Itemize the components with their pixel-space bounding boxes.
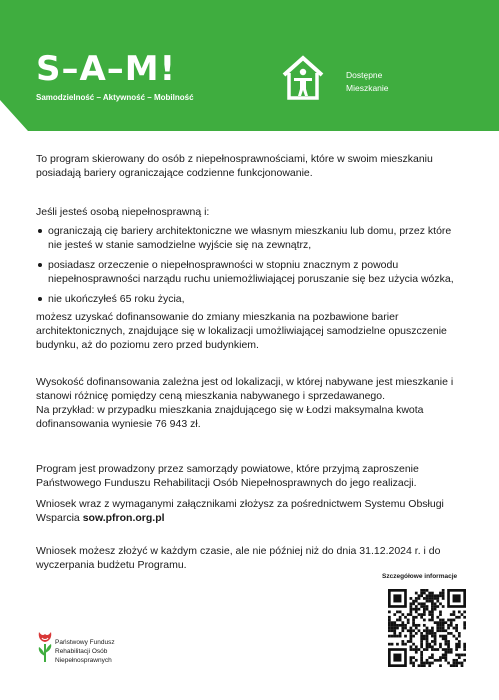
program-subtitle-line1: Dostępne bbox=[346, 70, 383, 80]
pfron-name-line2: Rehabilitacji Osób bbox=[55, 648, 108, 655]
funding-section bbox=[36, 375, 466, 431]
program-subtitle bbox=[346, 69, 389, 95]
program-section bbox=[36, 462, 466, 525]
program-tagline: Samodzielność – Aktywność – Mobilność bbox=[36, 93, 194, 102]
program-subtitle-line2: Mieszkanie bbox=[346, 83, 389, 93]
eligibility-lead: Jeśli jesteś osobą niepełnosprawną i: bbox=[36, 206, 210, 218]
funding-example: Na przykład: w przypadku mieszkania znajdującego się w Łodzi maksymalna kwota dofinansowania wyniesie 76 943 zł. bbox=[36, 404, 424, 430]
pfron-flower-icon bbox=[34, 629, 56, 663]
list-item: posiadasz orzeczenie o niepełnosprawności w stopniu znacznym z powodu niepełnosprawności narządu ruchu uniemożliwiającej poruszanie się bez użycia wózka, bbox=[36, 258, 466, 286]
deadline-paragraph: Wniosek możesz złożyć w każdym czasie, ale nie później niż do dnia 31.12.2024 r. i do wyczerpania budżetu Programu. bbox=[36, 545, 441, 571]
pfron-name-line3: Niepełnosprawnych bbox=[55, 657, 112, 664]
list-item: ograniczają cię bariery architektoniczne we własnym mieszkaniu lub domu, przez które nie jesteś w stanie samodzielne wyjście się na zewnątrz, bbox=[36, 224, 466, 252]
program-text: Program jest prowadzony przez samorządy powiatowe, które przyjmą zaproszenie Państwowego Funduszu Rehabilitacji Osób Niepełnosprawnych do jego realizacji. bbox=[36, 463, 419, 489]
eligibility-conclusion: możesz uzyskać dofinansowanie do zmiany mieszkania na pozbawione barier architektonicznych, znajdujące się w lokalizacji umożliwiającej samodzielne opuszczenie budynku, aż do poziomu zero przed budynkiem. bbox=[36, 311, 447, 351]
details-label: Szczegółowe informacje bbox=[382, 573, 458, 580]
application-description: Wniosek wraz z wymaganymi załącznikami złożysz za pośrednictwem Systemu Obsługi Wsparcia bbox=[36, 498, 444, 524]
funding-text: Wysokość dofinansowania zależna jest od lokalizacji, w której nabywane jest mieszkanie i stanowi różnicę pomiędzy ceną mieszkania nabywanego i sprzedawanego. bbox=[36, 376, 454, 402]
accessible-home-icon bbox=[281, 55, 325, 101]
pfron-name-line1: Państwowy Fundusz bbox=[55, 639, 115, 646]
qr-code-icon[interactable] bbox=[388, 589, 466, 667]
application-link[interactable]: sow.pfron.org.pl bbox=[82, 512, 165, 524]
application-text bbox=[36, 497, 466, 525]
pfron-name bbox=[55, 638, 115, 665]
program-logo: S–A–M! bbox=[36, 49, 177, 89]
eligibility-list bbox=[36, 224, 466, 306]
eligibility-section bbox=[36, 205, 466, 352]
list-item: nie ukończyłeś 65 roku życia, bbox=[36, 292, 466, 306]
intro-paragraph: To program skierowany do osób z niepełnosprawnościami, które w swoim mieszkaniu posiadają bariery ograniczające codzienne funkcjonowanie. bbox=[36, 153, 433, 179]
